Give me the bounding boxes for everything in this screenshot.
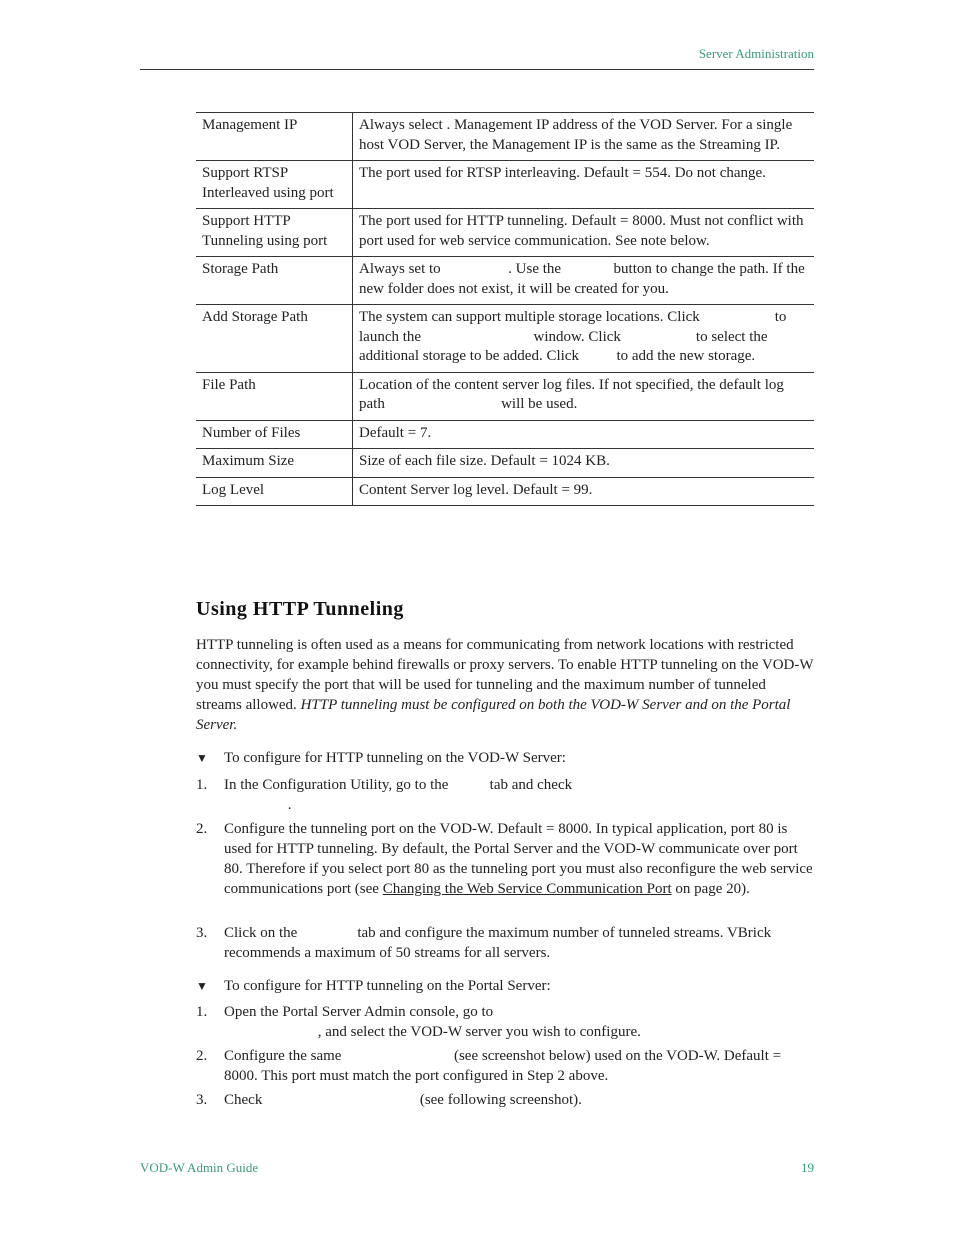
table-row — [196, 477, 814, 506]
procedure-arrow-icon: ▼ — [196, 751, 208, 765]
table-row — [196, 372, 814, 420]
table-row — [196, 420, 814, 449]
param-name: Maximum Size — [196, 449, 353, 478]
intro-note: HTTP tunneling must be configured on both the VOD-W Server and on the Portal Server. — [196, 697, 791, 733]
step-text — [224, 819, 814, 899]
step-number: 1. — [196, 777, 208, 793]
procedure-label: To configure for HTTP tunneling on the VOD-W Server: — [224, 750, 566, 766]
param-description: Always set to . Use the button to change the path. If the new folder does not exist, it will be created for you. — [353, 257, 815, 305]
table-row — [196, 449, 814, 478]
param-name: Support HTTP Tunneling using port — [196, 209, 353, 257]
param-name: Log Level — [196, 477, 353, 506]
table-row — [196, 113, 814, 161]
param-description: The port used for HTTP tunneling. Default = 8000. Must not conflict with port used for web service communication. See note below. — [353, 209, 815, 257]
page-number: 19 — [801, 1160, 814, 1175]
step-text-part: Configure the tunneling port on the VOD-W. Default = 8000. In typical application, port 80 is used for HTTP tunneling. By default, the Portal Server and the VOD-W communicate over port 80. Therefore if you select port 80 as the tunneling port you must also reconfigure the web service communications port (see — [224, 821, 813, 897]
step-text: Open the Portal Server Admin console, go to , and select the VOD-W server you wish to configure. — [224, 1004, 641, 1040]
step-text: Configure the same (see screenshot below) used on the VOD-W. Default = 8000. This port must match the port configured in Step 2 above. — [224, 1048, 785, 1084]
param-name: File Path — [196, 372, 353, 420]
procedure-arrow-icon: ▼ — [196, 979, 208, 993]
step-number: 3. — [196, 1092, 208, 1108]
step-number: 1. — [196, 1004, 208, 1020]
param-description: The port used for RTSP interleaving. Default = 554. Do not change. — [353, 161, 815, 209]
header-rule — [140, 69, 814, 70]
intro-text: HTTP tunneling is often used as a means for communicating from network locations with restricted connectivity, for example behind firewalls or proxy servers. To enable HTTP tunneling on the VOD-W you must specify the port that will be used for tunneling and the maximum number of tunneled streams allowed. — [196, 637, 814, 713]
param-name: Add Storage Path — [196, 305, 353, 373]
running-header: Server Administration — [698, 46, 814, 61]
param-description: Size of each file size. Default = 1024 KB. — [353, 449, 815, 478]
step-text: Click on the tab and configure the maximum number of tunneled streams. VBrick recommends a maximum of 50 streams for all servers. — [224, 925, 775, 961]
param-name: Support RTSP Interleaved using port — [196, 161, 353, 209]
table-row — [196, 161, 814, 209]
step-text: Check (see following screenshot). — [224, 1092, 582, 1108]
intro-paragraph — [196, 635, 814, 735]
param-description: Always select . Management IP address of the VOD Server. For a single host VOD Server, the Management IP is the same as the Streaming IP. — [353, 113, 815, 161]
procedure-label: To configure for HTTP tunneling on the Portal Server: — [224, 978, 551, 994]
table-row — [196, 305, 814, 373]
step-text-part: on page 20). — [671, 881, 750, 897]
param-description: Default = 7. — [353, 420, 815, 449]
param-name: Number of Files — [196, 420, 353, 449]
step-number: 2. — [196, 821, 208, 837]
table-row — [196, 257, 814, 305]
section-heading: Using HTTP Tunneling — [196, 598, 404, 620]
table-row — [196, 209, 814, 257]
footer-guide-title: VOD-W Admin Guide — [140, 1160, 259, 1175]
parameters-table — [196, 112, 814, 506]
param-description: The system can support multiple storage locations. Click to launch the window. Click to select the additional storage to be added. Click to add the new storage. — [353, 305, 815, 373]
param-name: Management IP — [196, 113, 353, 161]
step-number: 2. — [196, 1048, 208, 1064]
param-description: Location of the content server log files. If not specified, the default log path will be used. — [353, 372, 815, 420]
param-name: Storage Path — [196, 257, 353, 305]
step-number: 3. — [196, 925, 208, 941]
step-text: In the Configuration Utility, go to the tab and check . — [224, 777, 573, 813]
param-description: Content Server log level. Default = 99. — [353, 477, 815, 506]
cross-reference-link[interactable]: Changing the Web Service Communication Port — [382, 881, 672, 897]
